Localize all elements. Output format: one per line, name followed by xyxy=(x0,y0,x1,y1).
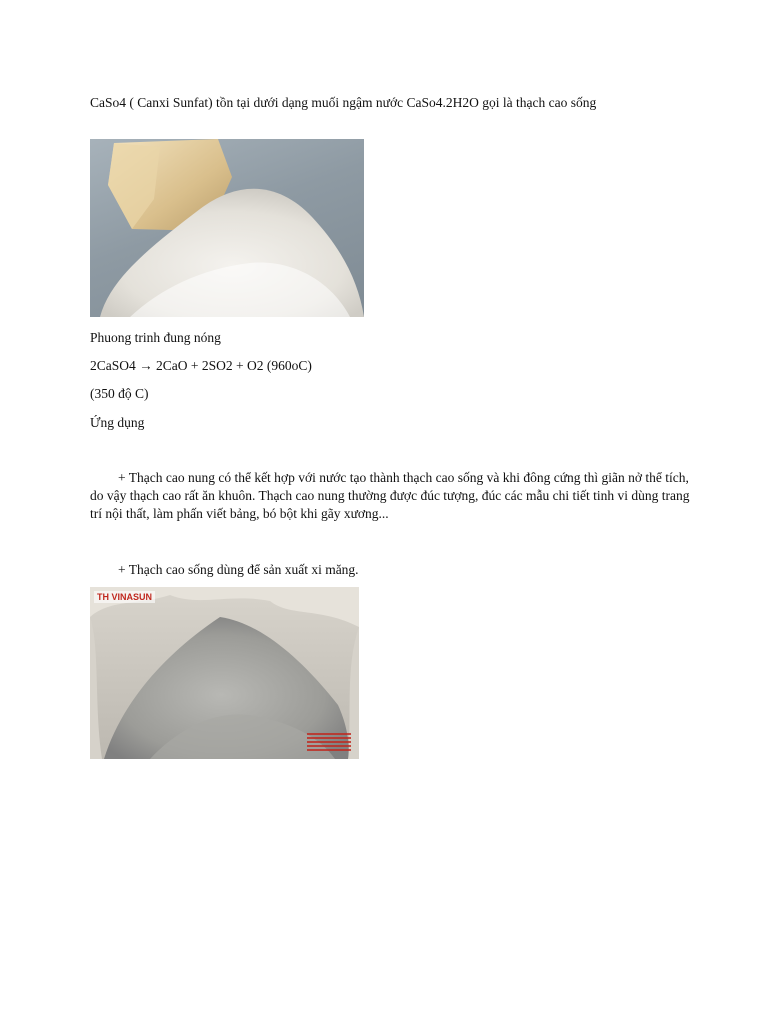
gypsum-powder-illustration xyxy=(90,139,364,317)
application-paragraph-1: + Thạch cao nung có thể kết hợp với nước tạo thành thạch cao sống và khi đông cứng thì giãn nở thể tích, do vậy thạch cao rất ăn khuôn. Thạch cao nung thường được đúc tượng, đúc các mẫu chi tiết tinh vi dùng trang trí nội thất, làm phấn viết bảng, bó bột khi gãy xương... xyxy=(90,470,690,521)
application-heading: Ứng dụng xyxy=(90,415,145,430)
reaction-equation: 2CaSO4 → 2CaO + 2SO2 + O2 (960oC) xyxy=(90,358,312,373)
vinasun-logo: TH VINASUN xyxy=(94,591,155,603)
watermark-text xyxy=(307,733,351,751)
cement-powder-image xyxy=(90,587,359,759)
intro-text: CaSo4 ( Canxi Sunfat) tồn tại dưới dạng muối ngậm nước CaSo4.2H2O gọi là thạch cao sống xyxy=(90,95,597,110)
heating-title: Phuong trinh đung nóng xyxy=(90,330,221,345)
gypsum-powder-image xyxy=(90,139,364,317)
application-paragraph-2: + Thạch cao sống dùng để sản xuất xi măng. xyxy=(118,562,359,577)
temperature-note: (350 độ C) xyxy=(90,386,149,401)
